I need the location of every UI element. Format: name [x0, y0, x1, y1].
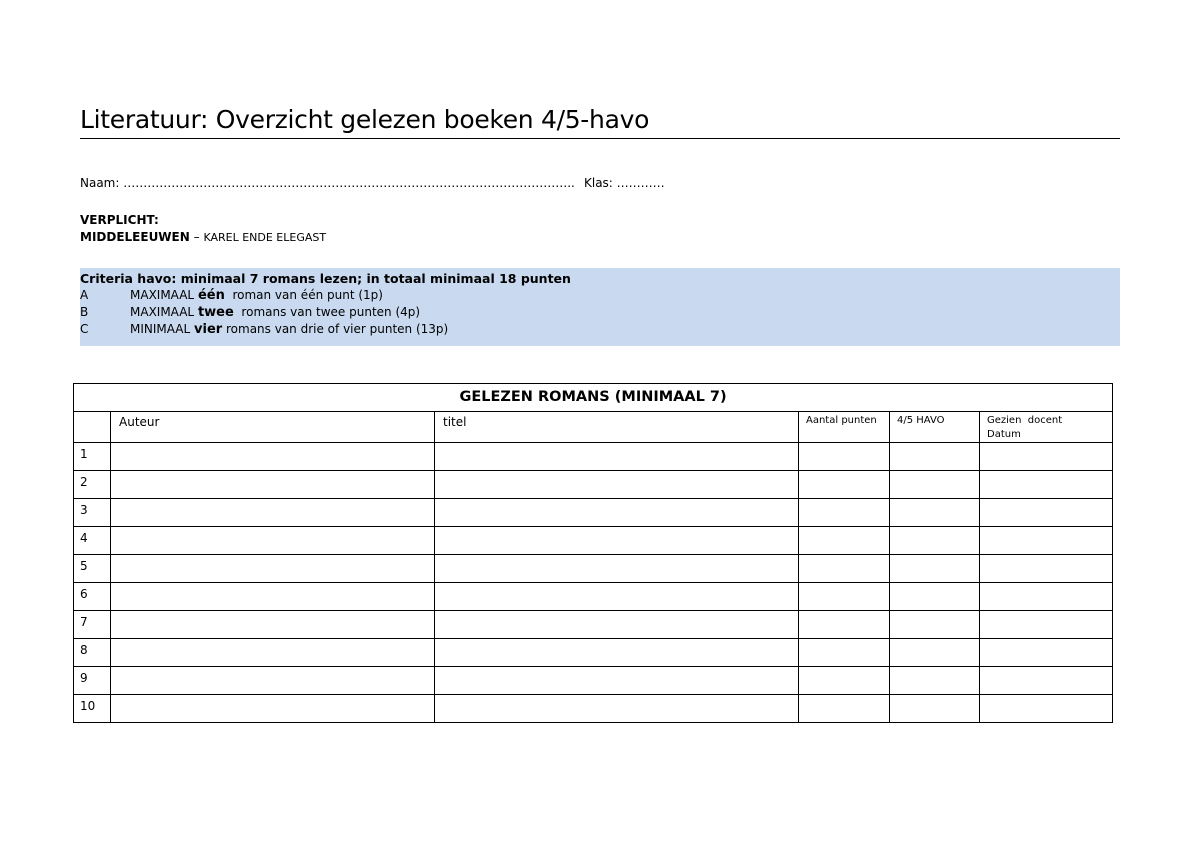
- table-row: [74, 667, 1113, 695]
- cell-titel[interactable]: [435, 499, 799, 527]
- row-number: 4: [74, 527, 111, 555]
- criteria-prefix: MAXIMAAL: [130, 305, 198, 319]
- cell-auteur[interactable]: [111, 443, 435, 471]
- cell-auteur[interactable]: [111, 695, 435, 723]
- header-punten: Aantal punten: [799, 412, 890, 443]
- criteria-rest: roman van één punt (1p): [224, 288, 383, 302]
- cell-havo[interactable]: [890, 443, 980, 471]
- cell-auteur[interactable]: [111, 471, 435, 499]
- verplicht-period: MIDDELEEUWEN: [80, 230, 190, 244]
- table-row: [74, 611, 1113, 639]
- cell-titel[interactable]: [435, 695, 799, 723]
- cell-auteur[interactable]: [111, 611, 435, 639]
- cell-titel[interactable]: [435, 639, 799, 667]
- cell-havo[interactable]: [890, 695, 980, 723]
- cell-havo[interactable]: [890, 583, 980, 611]
- cell-punten[interactable]: [799, 583, 890, 611]
- row-number: 10: [74, 695, 111, 723]
- criteria-emph: twee: [197, 305, 234, 320]
- criteria-letter: C: [80, 322, 89, 336]
- table-row: [74, 695, 1113, 723]
- row-number: 1: [74, 443, 111, 471]
- cell-auteur[interactable]: [111, 499, 435, 527]
- criteria-prefix: MINIMAAL: [130, 322, 195, 336]
- cell-punten[interactable]: [799, 443, 890, 471]
- table-row: [74, 555, 1113, 583]
- cell-docent[interactable]: [980, 611, 1113, 639]
- table-row: [74, 499, 1113, 527]
- table-row: [74, 443, 1113, 471]
- cell-titel[interactable]: [435, 555, 799, 583]
- cell-docent[interactable]: [980, 499, 1113, 527]
- header-titel: titel: [435, 412, 799, 443]
- criteria-item-b: [80, 304, 1120, 321]
- header-auteur: Auteur: [111, 412, 435, 443]
- criteria-emph: één: [197, 288, 225, 303]
- cell-auteur[interactable]: [111, 639, 435, 667]
- cell-titel[interactable]: [435, 583, 799, 611]
- criteria-emph: vier: [194, 322, 223, 337]
- klas-field: Klas: …………: [584, 176, 665, 190]
- naam-field: Naam: …………………………………………………………………………………………………..: [80, 176, 575, 190]
- criteria-rest: romans van drie of vier punten (13p): [222, 322, 449, 336]
- table-row: [74, 527, 1113, 555]
- header-havo: 4/5 HAVO: [890, 412, 980, 443]
- cell-havo[interactable]: [890, 471, 980, 499]
- cell-docent[interactable]: [980, 695, 1113, 723]
- cell-punten[interactable]: [799, 667, 890, 695]
- cell-titel[interactable]: [435, 471, 799, 499]
- criteria-letter: A: [80, 288, 89, 302]
- cell-punten[interactable]: [799, 499, 890, 527]
- cell-punten[interactable]: [799, 471, 890, 499]
- cell-docent[interactable]: [980, 443, 1113, 471]
- cell-havo[interactable]: [890, 527, 980, 555]
- row-number: 3: [74, 499, 111, 527]
- cell-punten[interactable]: [799, 527, 890, 555]
- cell-docent[interactable]: [980, 527, 1113, 555]
- table-row: [74, 639, 1113, 667]
- criteria-item-c: [80, 321, 1120, 338]
- criteria-box: [80, 268, 1120, 346]
- cell-havo[interactable]: [890, 639, 980, 667]
- cell-docent[interactable]: [980, 555, 1113, 583]
- verplicht-block: [80, 212, 326, 246]
- cell-punten[interactable]: [799, 639, 890, 667]
- criteria-heading: Criteria havo: minimaal 7 romans lezen; in totaal minimaal 18 punten: [80, 271, 571, 286]
- cell-auteur[interactable]: [111, 527, 435, 555]
- criteria-rest: romans van twee punten (4p): [233, 305, 421, 319]
- header-docent: Gezien docent Datum: [980, 412, 1113, 443]
- cell-docent[interactable]: [980, 471, 1113, 499]
- row-number: 2: [74, 471, 111, 499]
- verplicht-label: VERPLICHT:: [80, 213, 159, 227]
- cell-docent[interactable]: [980, 639, 1113, 667]
- cell-punten[interactable]: [799, 695, 890, 723]
- criteria-prefix: MAXIMAAL: [130, 288, 198, 302]
- table-header-row: [74, 412, 1113, 443]
- cell-titel[interactable]: [435, 527, 799, 555]
- table-row: [74, 583, 1113, 611]
- cell-titel[interactable]: [435, 611, 799, 639]
- page-title: Literatuur: Overzicht gelezen boeken 4/5-havo: [80, 104, 1120, 139]
- cell-punten[interactable]: [799, 611, 890, 639]
- header-number: [74, 412, 111, 443]
- criteria-item-a: [80, 287, 1120, 304]
- cell-docent[interactable]: [980, 583, 1113, 611]
- table-row: [74, 471, 1113, 499]
- cell-auteur[interactable]: [111, 583, 435, 611]
- cell-auteur[interactable]: [111, 555, 435, 583]
- cell-havo[interactable]: [890, 555, 980, 583]
- row-number: 9: [74, 667, 111, 695]
- cell-titel[interactable]: [435, 443, 799, 471]
- criteria-letter: B: [80, 305, 89, 319]
- cell-auteur[interactable]: [111, 667, 435, 695]
- row-number: 6: [74, 583, 111, 611]
- row-number: 5: [74, 555, 111, 583]
- cell-punten[interactable]: [799, 555, 890, 583]
- verplicht-work: KAREL ENDE ELEGAST: [203, 231, 327, 244]
- cell-docent[interactable]: [980, 667, 1113, 695]
- verplicht-separator: –: [189, 230, 204, 244]
- table-caption: GELEZEN ROMANS (MINIMAAL 7): [74, 384, 1113, 412]
- cell-havo[interactable]: [890, 499, 980, 527]
- cell-havo[interactable]: [890, 611, 980, 639]
- cell-havo[interactable]: [890, 667, 980, 695]
- row-number: 7: [74, 611, 111, 639]
- row-number: 8: [74, 639, 111, 667]
- cell-titel[interactable]: [435, 667, 799, 695]
- romans-table: [73, 383, 1113, 723]
